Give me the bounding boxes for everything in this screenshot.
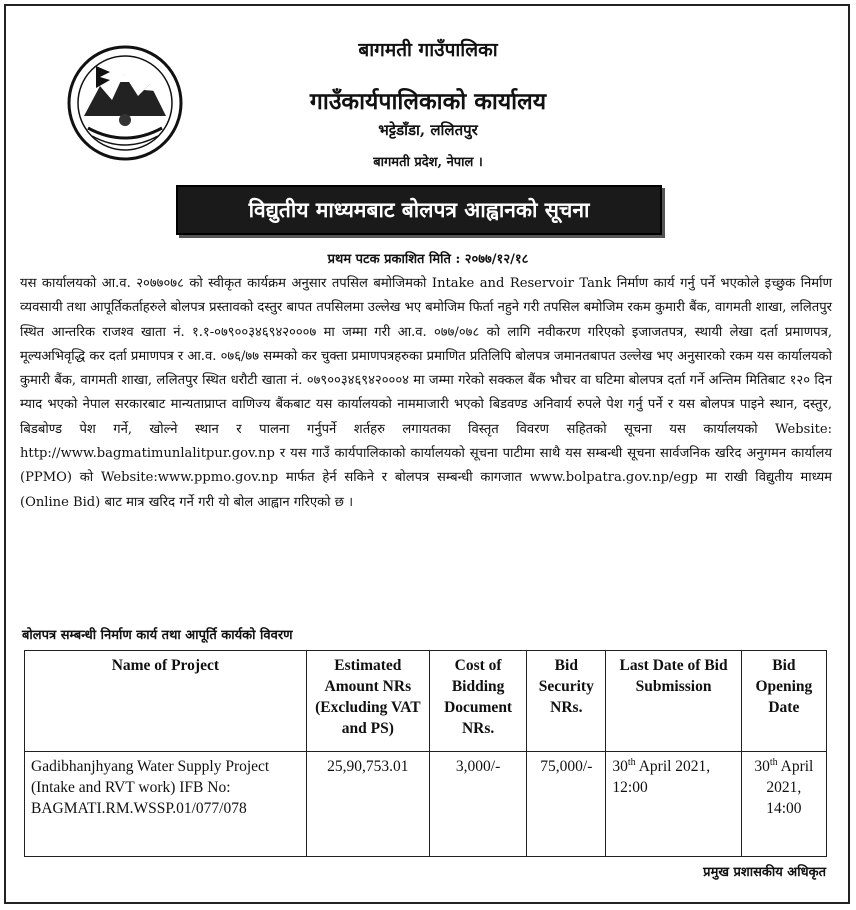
cell-amount: 25,90,753.01 <box>306 752 429 857</box>
col-header-project: Name of Project <box>25 651 307 752</box>
last-date-day: 30 <box>612 758 628 775</box>
cell-cost: 3,000/- <box>429 752 526 857</box>
municipality-name: बागमती गाउँपालिका <box>358 39 498 61</box>
section-title: बोलपत्र सम्बन्धी निर्माण कार्य तथा आपूर्ति कार्यको विवरण <box>22 628 293 643</box>
office-location: भट्टेडाँडा, ललितपुर <box>378 121 478 139</box>
opening-date-day: 30 <box>754 758 770 775</box>
table-header-row <box>25 651 827 752</box>
cell-last-date <box>606 752 741 857</box>
notice-title-banner <box>176 185 662 235</box>
opening-date-suffix: th <box>769 756 778 768</box>
col-header-amount: Estimated Amount NRs (Excluding VAT and PS) <box>306 651 429 752</box>
cell-project <box>25 752 307 857</box>
col-header-cost: Cost of Bidding Document NRs. <box>429 651 526 752</box>
table-row <box>25 752 827 857</box>
notice-body: यस कार्यालयको आ.व. २०७७०७८ को स्वीकृत कार्यक्रम अनुसार तपसिल बमोजिमको Intake and Reservoir Tank निर्माण कार्य गर्नु पर्ने भएकोले इच्छुक निर्माण व्यवसायी तथा आपूर्तिकर्ताहरुले बोलपत्र प्रस्तावको दस्तुर बापत तपसिलमा उल्लेख भए बमोजिम फिर्ता नहुने गरी तपसिल बमोजिम रकम कुमारी बैंक, वागमती शाखा, ललितपुर स्थित आन्तरिक राजश्व खाता नं. १.१-०७९००३४६९४२०००७ मा जम्मा गरी आ.व. ०७७/०७८ को लागि नवीकरण गरिएको इजाजतपत्र, स्थायी लेखा दर्ता प्रमाणपत्र, मूल्यअभिवृद्धि कर दर्ता प्रमाणपत्र र आ.व. ०७६/७७ सम्मको कर चुक्ता प्रमाणपत्रहरुका प्रमाणित प्रतिलिपि बोलपत्र जमानतबापत उल्लेख भए अनुसारको रकम यस कार्यालयको कुमारी बैंक, वागमती शाखा, ललितपुर स्थित धरौटी खाता नं. ०७९००३४६९४२०००४ मा जम्मा गरेको सक्कल बैंक भौचर वा घटिमा बोलपत्र दर्ता गर्ने अन्तिम मितिबाट १२० दिन म्याद भएको नेपाल सरकारबाट मान्यताप्राप्त वाणिज्य बैंकबाट यस कार्यालयको नाममाजारी भएको बिडवण्ड अनिवार्य रुपले पेश गर्नु पर्ने र यस बोलपत्र पाइने स्थान, दस्तुर, बिडबोण्ड पेश गर्ने, खोल्ने स्थान र पालना गर्नुपर्ने शर्तहरु लगायतका विस्तृत विवरण सहितको सूचना यस कार्यालयको Website: http://www.bagmatimunlalitpur.gov.np र यस गाउँ कार्यपालिकाको कार्यालयको सूचना पाटीमा साथै यस सम्बन्धी सूचना सार्वजनिक खरिद अनुगमन कार्यालय (PPMO) को Website:www.ppmo.gov.np मार्फत हेर्न सकिने र बोलपत्र सम्बन्धी कागजात www.bolpatra.gov.np/egp मा राखी विद्युतीय माध्यम (Online Bid) बाट मात्र खरिद गर्ने गरी यो बोल आह्वान गरिएको छ । <box>20 276 832 510</box>
last-date-rest: April 2021, 12:00 <box>612 758 711 796</box>
notice-title: विद्युतीय माध्यमबाट बोलपत्र आह्वानको सूचना <box>248 197 590 222</box>
bid-table <box>24 650 827 857</box>
province-line: बागमती प्रदेश, नेपाल । <box>373 155 483 170</box>
col-header-security: Bid Security NRs. <box>527 651 606 752</box>
project-name: Gadibhanjhyang Water Supply Project (Intake and RVT work) <box>31 758 270 796</box>
last-date-suffix: th <box>627 756 636 768</box>
ifb-number: IFB No: BAGMATI.RM.WSSP.01/077/078 <box>31 779 247 817</box>
publication-date: प्रथम पटक प्रकाशित मिति : २०७७/१२/१८ <box>327 252 529 267</box>
signature-line: प्रमुख प्रशासकीय अधिकृत <box>703 865 826 880</box>
col-header-last-date: Last Date of Bid Submission <box>606 651 741 752</box>
office-name: गाउँकार्यपालिकाको कार्यालय <box>309 88 547 115</box>
col-header-opening: Bid Opening Date <box>741 651 826 752</box>
opening-date-rest: April 2021, 14:00 <box>766 758 814 817</box>
cell-security: 75,000/- <box>527 752 606 857</box>
cell-opening-date <box>741 752 826 857</box>
